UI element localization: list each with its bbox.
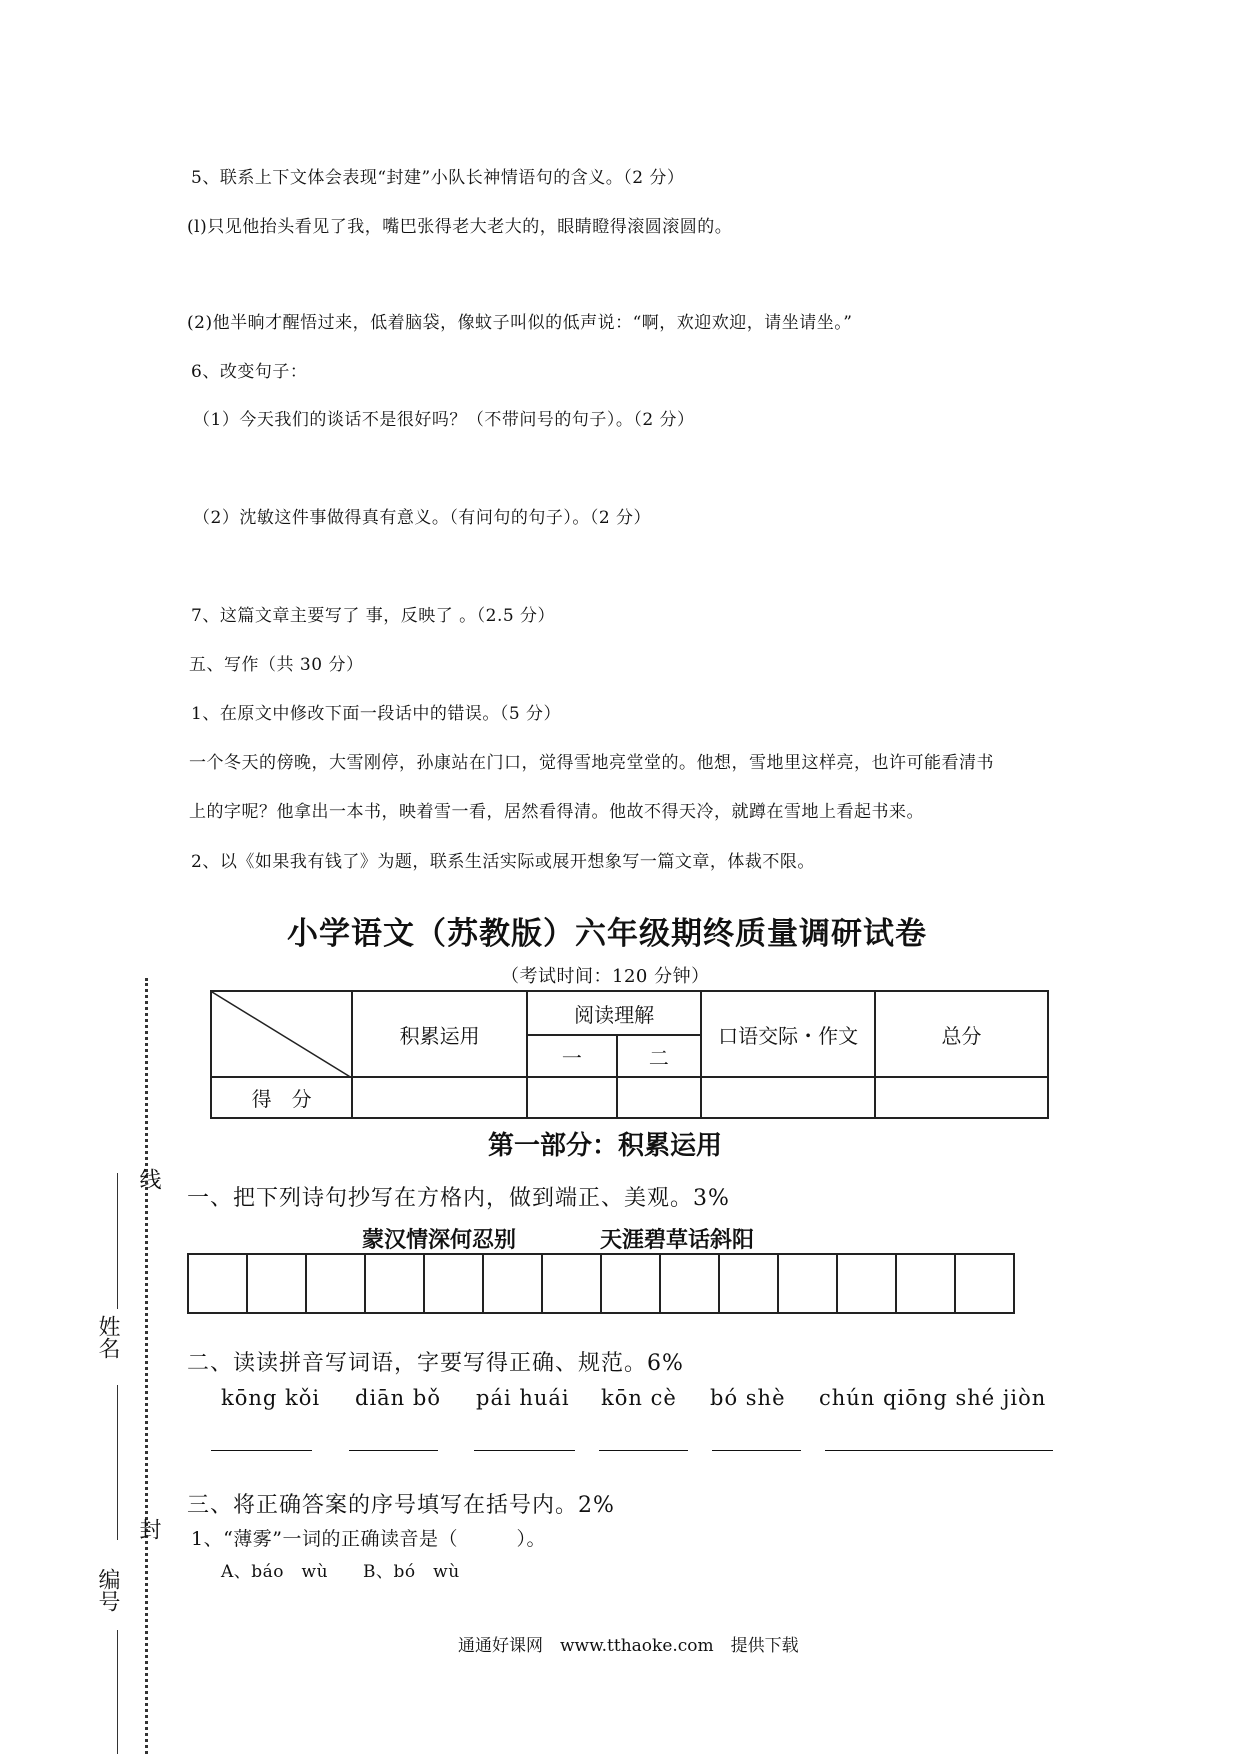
q5-prompt: 5、联系上下文体会表现“封建”小队长神情语句的含义。（2 分） [191,168,685,188]
score-cell[interactable] [875,1077,1048,1118]
writing-grid [187,1253,1015,1314]
score-cell[interactable] [701,1077,875,1118]
grid-cell[interactable] [307,1255,366,1312]
col-total: 总分 [875,991,1048,1077]
diagonal-line [212,992,352,1078]
col-accumulation: 积累运用 [352,991,527,1077]
answer-blank[interactable] [825,1450,1053,1451]
grid-cell[interactable] [189,1255,248,1312]
col-reading-1: 一 [527,1035,616,1077]
section3-heading: 三、将正确答案的序号填写在括号内。2% [187,1493,615,1518]
part1-heading: 第一部分：积累运用 [488,1131,723,1161]
writing-paragraph-line-2: 上的字呢？他拿出一本书，映着雪一看，居然看得清。他故不得天冷，就蹲在雪地上看起书来。 [189,802,924,822]
fill-line[interactable] [117,1385,118,1540]
pinyin-5: bó shè [710,1386,786,1410]
answer-blank[interactable] [599,1450,688,1451]
row-score-label: 得 分 [211,1077,352,1118]
col-oral-writing: 口语交际・作文 [701,991,875,1077]
q6-sentence-1: （1）今天我们的谈话不是很好吗？（不带问号的句子）。（2 分） [193,410,695,430]
answer-blank[interactable] [211,1450,312,1451]
grid-cell[interactable] [602,1255,661,1312]
answer-blank[interactable] [349,1450,438,1451]
q6-sentence-2: （2）沈敏这件事做得真有意义。（有问句的句子）。（2 分） [193,508,652,528]
table-corner-cell [211,991,352,1077]
grid-cell[interactable] [425,1255,484,1312]
id-label: 编号 [95,1568,120,1612]
grid-cell[interactable] [956,1255,1013,1312]
footer-credit: 通通好课网 www.tthaoke.com 提供下载 [458,1636,799,1656]
name-label: 姓名 [95,1315,120,1359]
writing-q2: 2、以《如果我有钱了》为题，联系生活实际或展开想象写一篇文章，体裁不限。 [191,852,815,872]
writing-heading: 五、写作（共 30 分） [189,655,364,675]
grid-cell[interactable] [838,1255,897,1312]
q5-sentence-1: (l)只见他抬头看见了我，嘴巴张得老大老大的，眼睛瞪得滚圆滚圆的。 [187,217,733,237]
pinyin-3: pái huái [476,1386,570,1410]
pinyin-2: diān bǒ [355,1386,441,1410]
grid-cell[interactable] [248,1255,307,1312]
grid-cell[interactable] [366,1255,425,1312]
binding-label-feng: 封 [136,1518,161,1540]
name-fill-line[interactable] [117,1173,118,1309]
grid-cell[interactable] [484,1255,543,1312]
id-fill-line[interactable] [117,1630,118,1754]
pinyin-4: kōn cè [601,1386,677,1410]
col-reading-2: 二 [617,1035,702,1077]
section2-heading: 二、读读拼音写词语，字要写得正确、规范。6% [187,1351,684,1376]
grid-cell[interactable] [720,1255,779,1312]
exam-title: 小学语文（苏教版）六年级期终质量调研试卷 [287,916,927,952]
poem-line-1: 蒙汉情深何忍别 [362,1228,517,1253]
section3-options: A、báo wù B、bó wù [221,1562,460,1582]
q5-sentence-2: (2)他半晌才醒悟过来，低着脑袋，像蚊子叫似的低声说：“啊，欢迎欢迎，请坐请坐。” [187,313,853,333]
grid-cell[interactable] [897,1255,956,1312]
score-cell[interactable] [527,1077,616,1118]
score-cell[interactable] [617,1077,702,1118]
answer-blank[interactable] [474,1450,575,1451]
poem-line-2: 天涯碧草话斜阳 [600,1228,755,1253]
writing-paragraph-line-1: 一个冬天的傍晚，大雪刚停，孙康站在门口，觉得雪地亮堂堂的。他想，雪地里这样亮，也许可能看清书 [189,753,994,773]
grid-cell[interactable] [661,1255,720,1312]
binding-label-xian: 线 [136,1168,161,1190]
grid-cell[interactable] [543,1255,602,1312]
grid-cell[interactable] [779,1255,838,1312]
score-table [210,990,1049,1119]
score-cell[interactable] [352,1077,527,1118]
binding-dotted-line [145,978,148,1754]
writing-q1: 1、在原文中修改下面一段话中的错误。（5 分） [191,704,562,724]
pinyin-1: kōng kǒi [221,1386,321,1410]
exam-time: （考试时间：120 分钟） [501,966,710,987]
q7-prompt: 7、这篇文章主要写了 事，反映了 。（2.5 分） [191,606,556,626]
section3-q1: 1、“薄雾”一词的正确读音是（ ）。 [191,1528,547,1550]
pinyin-6: chún qiōng shé jiòn [819,1386,1047,1410]
section1-heading: 一、把下列诗句抄写在方格内，做到端正、美观。3% [187,1186,730,1211]
answer-blank[interactable] [712,1450,801,1451]
q6-prompt: 6、改变句子： [191,362,308,382]
col-reading: 阅读理解 [527,991,701,1035]
